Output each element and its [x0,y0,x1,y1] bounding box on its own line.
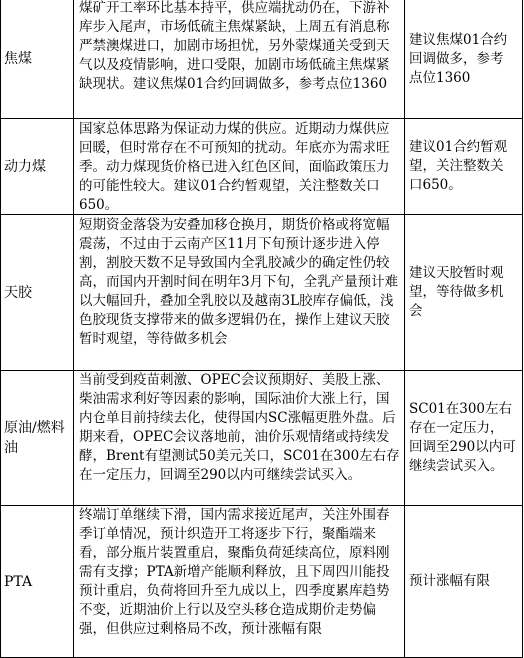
analysis-text: 当前受到疫苗刺激、OPEC会议预期好、美股上涨、柴油需求利好等因素的影响，国际油价大涨上行，国内仓单目前持续去化，使得国内SC涨幅更胜外盘。后期来看，OPEC会议落地前，油价乐观情绪或持续发酵，Brent有望测试50美元关口，SC01在300左右存在一定压力，回调至290以内可继续尝试买入。 [79,372,400,483]
row-name-label: PTA [4,573,33,590]
row-natural-rubber-name [1,215,73,370]
row-pta-analysis [74,506,404,657]
advice-text: 建议焦煤01合约回调做多，参考点位1360 [409,31,508,86]
analysis-text: 煤矿开工率环比基本持平，供应端扰动仍在，下游补库步入尾声，市场低硫主焦煤紧缺，上周五有消息称严禁澳煤进口，加剧市场担忧，另外蒙煤通关受到天气以及疫情影响，进口受限，加剧市场低硫主焦煤紧缺现状。建议焦煤01合约回调做多，参考点位1360 [79,0,390,92]
analysis-text: 终端订单继续下滑，国内需求接近尾声，关注外围春季订单情况，预计织造开工将逐步下行，聚酯端来看，部分瓶片装置重启，聚酯负荷延续高位，原料刚需有支撑；PTA新增产能顺利释放，且下周四川能投预计重启，负荷将回升至九成以上，四季度累库趋势不变，近期油价上行以及空头移仓造成期价走势偏强，但供应过剩格局不改，预计涨幅有限 [79,507,390,637]
advice-text: 建议天胶暂时观望，等待做多机会 [409,265,504,319]
row-crude-oil-analysis [74,371,404,505]
advice-text: SC01在300左右存在一定压力，回调至290以内可继续尝试买入。 [409,401,516,474]
row-thermal-coal-advice [405,119,522,214]
advice-text: 预计涨幅有限 [409,573,490,589]
row-pta-name [1,506,73,657]
row-pta-advice [405,506,522,657]
advice-text: 建议01合约暂观望，关注整数关口650。 [409,139,508,193]
analysis-text: 国家总体思路为保证动力煤的供应。近期动力煤供应回暖，但时常存在不可预知的扰动。年底亦为需求旺季。动力煤现货价格已进入红色区间，面临政策压力的可能性较大。建议01合约暂观望，关注整数关口650。 [79,121,390,213]
row-name-label: 天胶 [4,284,32,301]
row-natural-rubber-advice [405,215,522,370]
row-thermal-coal-name [1,119,73,214]
row-coking-coal-name [1,0,73,118]
row-natural-rubber-analysis [74,216,404,370]
row-crude-oil-name [1,371,73,505]
row-coking-coal-analysis [74,0,404,118]
table-border-right [522,0,523,658]
row-name-label: 焦煤 [4,51,32,67]
row-crude-oil-advice [405,371,522,505]
row-coking-coal-advice [405,0,522,118]
row-name-label: 原油/燃料油 [4,420,65,456]
row-name-label: 动力煤 [4,158,46,175]
analysis-text: 短期资金落袋为安叠加移仓换月，期货价格或将宽幅震荡，不过由于云南产区11月下旬预计逐步进入停割，割胶天数不足导致国内全乳胶减少的确定性仍较高，而国内开割时间在明年3月下旬，全乳产量预计难以大幅回升，叠加全乳胶以及越南3L胶库存偏低，浅色胶现货支撑带来的做多逻辑仍在，操作上建议天胶暂时观望，等待做多机会 [79,217,399,347]
row-thermal-coal-analysis [74,120,404,214]
